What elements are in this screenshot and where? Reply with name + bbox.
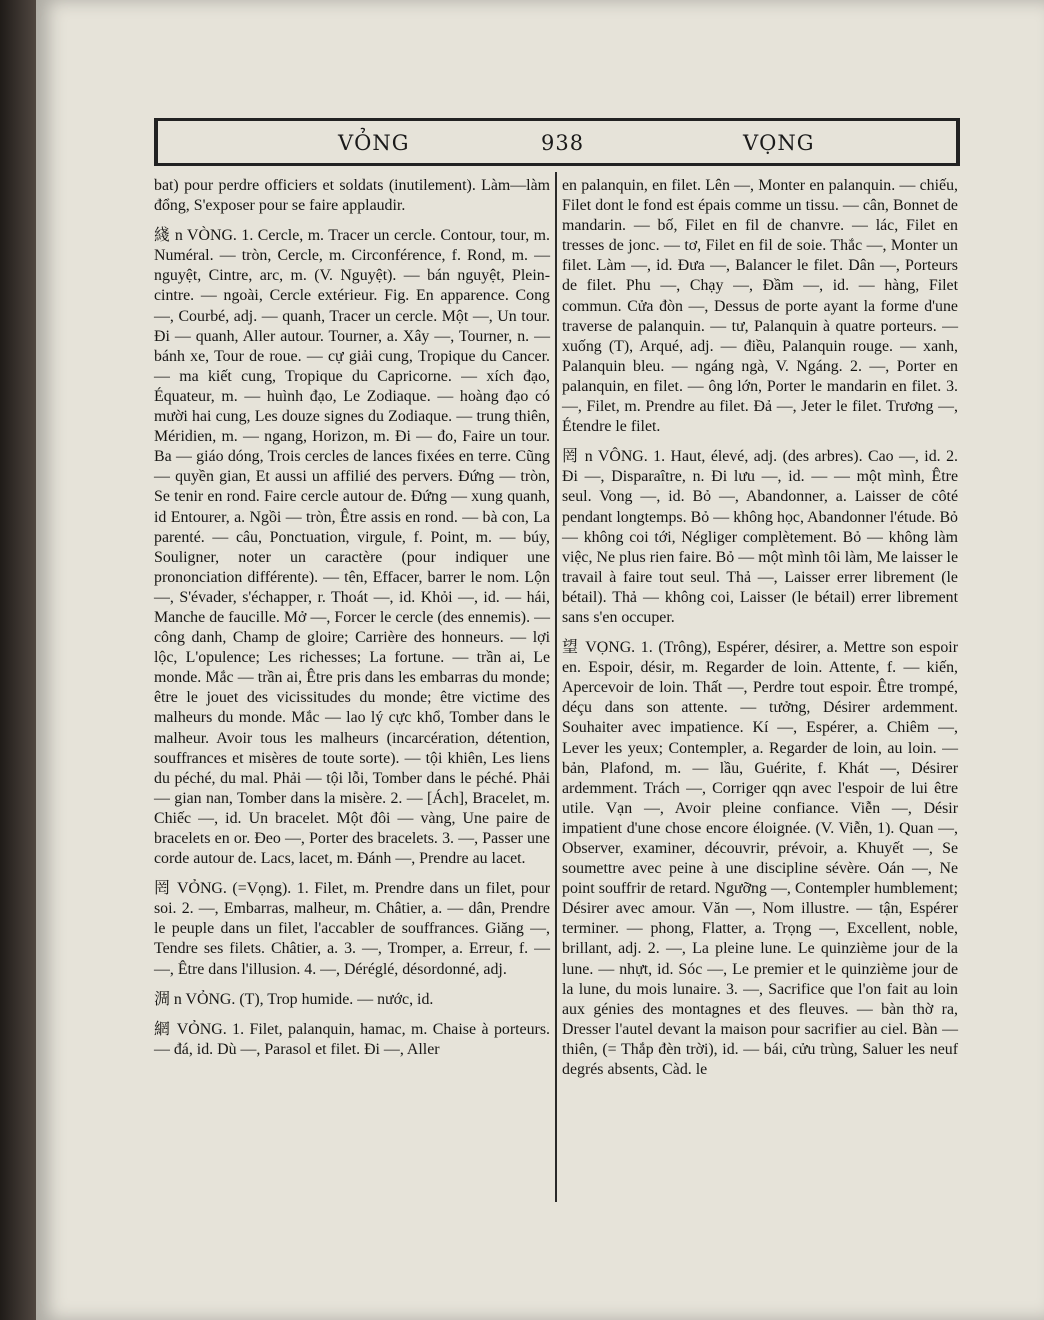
entry-vong-haut: 罔 n VÔNG. 1. Haut, élevé, adj. (des arbres). Cao —, id. 2. Đi —, Disparaître, n. Đi lưu —, id. — — một mình, Être seul. Vong —, id. Bỏ —, Abandonner, a. Laisser de côté pendant longtemps. Bỏ — không học, Abandonner l'étude. Bỏ — không coi tới, Négliger complètement. Bỏ — không làm việc, Ne plus rien faire. Bỏ — một mình tôi làm, Me laisser le travail à faire tout seul. Thả —, Laisser errer librement (le bétail). Thả — không coi, Laisser (le bétail) errer librement sans s'en occuper. (562, 448, 958, 626)
entry-vong-circle: 綫 n VÒNG. 1. Cercle, m. Tracer un cercle. Contour, tour, m. Numéral. — tròn, Cercle, m. Circonférence, f. Rond, m. — nguyệt, Cintre, arc, m. (V. Nguyệt). — bán nguyệt, Plein-cintre. — ngoài, Cercle extérieur. Fig. En apparence. Cong —, Courbé, adj. — quanh, Tracer un cercle. Một —, Un tour. Đi — quanh, Aller autour. Tourner, a. Xây —, Tourner, n. — bánh xe, Tour de roue. — cự giải cung, Tropique du Cancer. — ma kiết cung, Tropique du Capricorne. — xích đạo, Équateur, m. — huình đạo, Le Zodiaque. — hoàng đạo có mười hai cung, Les douze signes du Zodiaque. — trung thiên, Méridien, m. — ngang, Horizon, m. Đi — đo, Faire un tour. Ba — giáo dóng, Trois cercles de lances fixées en terre. Cũng — quyền gian, Et aussi un affilié des pervers. Đứng — tròn, Se tenir en rond. Faire cercle autour de. Đứng — xung quanh, id Entourer, a. Ngồi — tròn, Être assis en rond. — bà con, La parenté. — câu, Ponctuation, virgule, f. Point, m. — búy, Souligner, noter un caractère (pour indiquer une prononciation différente). — tên, Effacer, barrer le nom. Lộn —, S'évader, s'échapper, r. Thoát —, id. Khỏi —, id. — hái, Manche de faucille. Mở —, Forcer le cercle (des ennemis). — công danh, Champ de gloire; Carrière des honneurs. — lợi lộc, L'opulence; Les richesses; La fortune. — trần ai, Le monde. Mắc — trần ai, Être pris dans les embarras du monde; être le jouet des vicissitudes du monde; être victime des malheurs du monde. Mắc — lao lý cực khổ, Tomber dans le malheur. Avoir tous les malheurs (incarcération, détention, souffrances et misères de toute sorte). — tội khiên, Les liens du péché, du mal. Phải — tội lỗi, Tomber dans le péché. Phải — gian nan, Tomber dans la misère. 2. — [Ách], Bracelet, m. Chiếc —, id. Un bracelet. Một đôi — vàng, Une paire de bracelets en or. Đeo —, Porter des bracelets. 3. —, Passer une corde autour de. Lacs, lacet, m. Đánh —, Prendre au lacet. (154, 227, 550, 868)
right-column (562, 176, 958, 1080)
running-header (154, 118, 960, 166)
entry-vong-esperer: 望 VỌNG. 1. (Trông), Espérer, désirer, a. Mettre son espoir en. Espoir, désir, m. Regarder de loin. Attente, f. — kiến, Apercevoir de loin. Thất —, Perdre tout espoir. Être trompé, déçu dans son attente. — tưởng, Désirer ardemment. Souhaiter avec impatience. Kí —, Espérer, a. Chiêm —, Lever les yeux; Contempler, a. Regarder de loin, au loin. — bản, Plafond, m. — lầu, Guérite, f. Khát —, Désirer ardemment. Trách —, Corriger qqn avec l'espoir de lui être utile. Vạn —, Avoir pleine confiance. Viễn —, Désir impatient d'une chose encore éloignée. (V. Viễn, 1). Quan —, Observer, examiner, découvrir, prévoir, a. Khuyết —, Se soumettre avec peine à une discipline sévère. Oán —, Ne point souffrir de retard. Ngưỡng —, Contempler humblement; Désirer avec amour. Văn —, Nom illustre. — tận, Espérer terminer. — phong, Flatter, a. Trọng —, Excellent, noble, brillant, adj. 2. —, La pleine lune. Le quinzième jour de la lune. — nhựt, id. Sóc —, Le premier et le quinzième jour de la lune, du mois lunaire. 3. —, Sacrifice que l'on fait au loin aux génies des montagnes et des fleuves. — bàn thờ ra, Dresser l'autel devant la maison pour sacrifier au ciel. Bàn — thiên, (= Thắp đèn trời), id. — bái, cửu trùng, Saluer les neuf degrés absents, Càd. le (562, 639, 958, 1079)
header-right-word: VỌNG (743, 131, 815, 155)
entry-continuation-right: en palanquin, en filet. Lên —, Monter en palanquin. — chiếu, Filet dont le fond est épais comme un tissu. — cân, Bonnet de mandarin. — bố, Filet en fil de chanvre. — lác, Filet en tresses de jonc. — tơ, Filet en fil de soie. Thắc —, Monter un filet. Làm —, id. Đưa —, Balancer le filet. Dân —, Porteurs de filet. Phu —, Chạy —, Đầm —, id. — hàng, Filet commun. Cửa đòn —, Dessus de porte ayant la forme d'une traverse de palanquin. — tư, Palanquin à quatre porteurs. — xuống (T), Arqué, adj. — điều, Palanquin rouge. — xanh, Palanquin bleu. — ngáng ngà, V. Ngáng. 2. —, Porter en palanquin, en filet. — ông lớn, Porter le mandarin en filet. 3. —, Filet, m. Prendre au filet. Đả —, Jeter le filet. Trương —, Étendre le filet. (562, 177, 958, 436)
entry-continuation: bat) pour perdre officiers et soldats (inutilement). Làm—làm đổng, S'exposer pour se faire applaudir. (154, 177, 550, 215)
entry-vong-palanquin: 網 VỎNG. 1. Filet, palanquin, hamac, m. Chaise à porteurs. — đá, id. Dù —, Parasol et filet. Đi —, Aller (154, 1020, 550, 1058)
entry-vong-humide: 淍 n VỎNG. (T), Trop humide. — nước, id. (154, 990, 434, 1008)
column-divider (555, 172, 557, 1202)
header-left-word: VỎNG (338, 131, 410, 155)
page-number: 938 (541, 131, 585, 155)
entry-vong-filet: 罔 VỎNG. (=Vọng). 1. Filet, m. Prendre dans un filet, pour soi. 2. —, Embarras, malheur, m. Châtier, a. — dân, Prendre le peuple dans un filet, l'accabler de souffrances. Giăng —, Tendre ses filets. Châtier, a. 3. —, Tromper, a. Erreur, f. — —, Être dans l'illusion. 4. —, Déréglé, désordonné, adj. (154, 880, 550, 978)
left-column (154, 176, 550, 1060)
